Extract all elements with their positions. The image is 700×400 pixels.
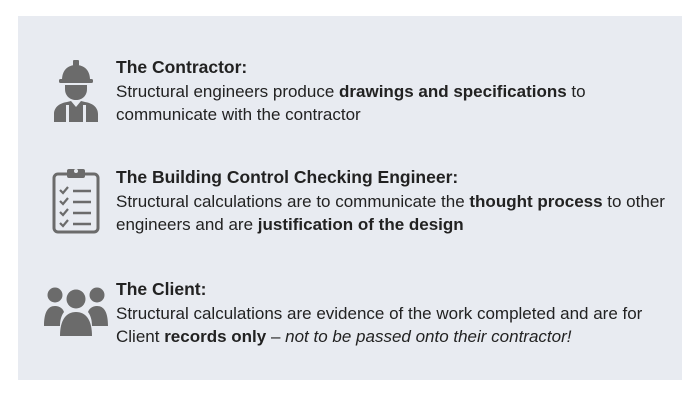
construction-worker-icon [44,58,108,122]
item-description: Structural calculations are evidence of the work completed and are for Client records only – not to be passed onto their contractor! [116,304,643,346]
item-heading: The Contractor: [116,57,248,77]
people-group-icon [44,282,108,346]
item-heading: The Client: [116,279,207,299]
item-description: Structural calculations are to communicate the thought process to other engineers and are justification of the design [116,192,665,234]
item-heading: The Building Control Checking Engineer: [116,167,459,187]
info-panel [18,16,682,380]
item-description: Structural engineers produce drawings and specifications to communicate with the contractor [116,82,586,124]
clipboard-checklist-icon [44,166,108,230]
